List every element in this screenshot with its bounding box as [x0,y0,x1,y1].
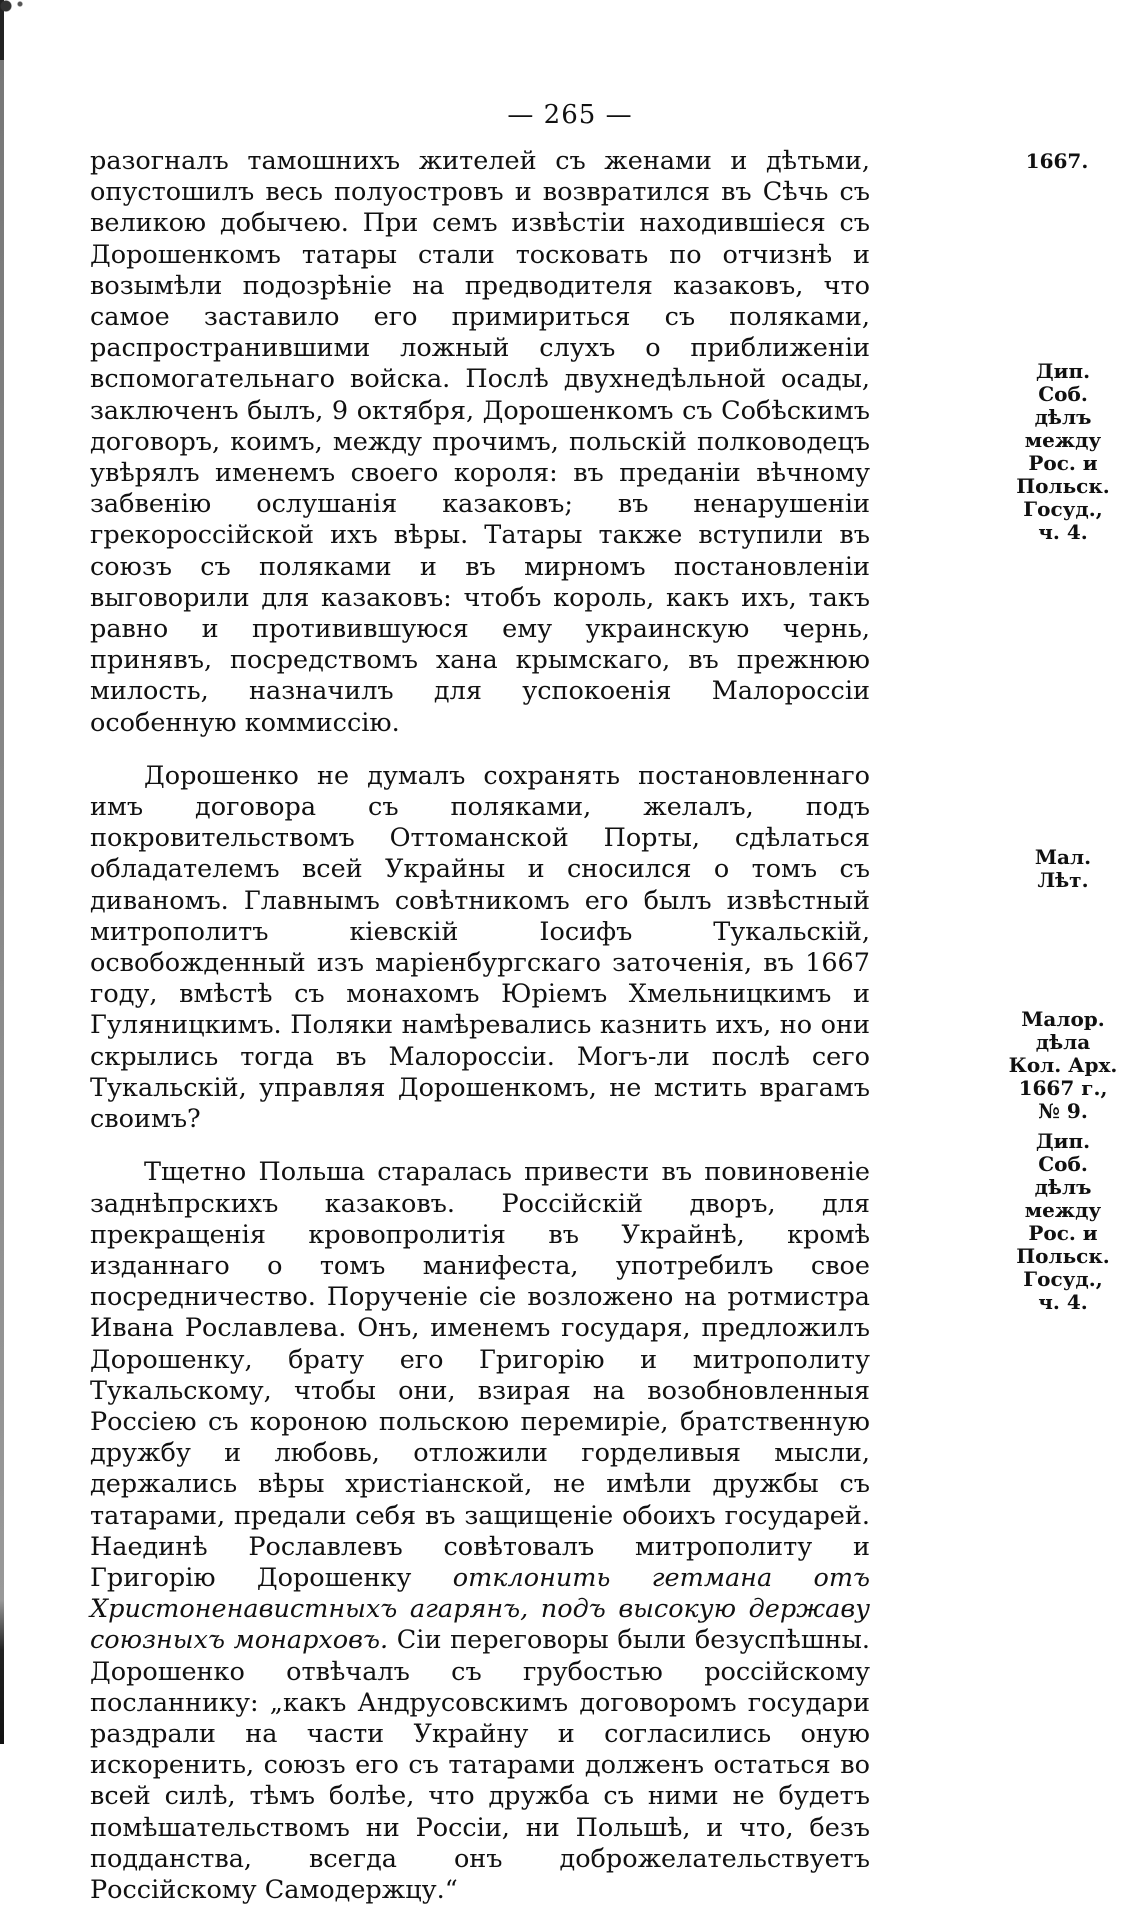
margin-line: Рос. и [1028,1221,1098,1245]
margin-line: Малор. [1021,1007,1105,1031]
margin-line: Дип. Соб. [1035,1129,1091,1176]
margin-line: 1667 г., [1018,1076,1108,1100]
paragraph-3-text-a: Тщетно Польша старалась привести въ повиновеніе заднѣпрскихъ казаковъ. Россійскій дворъ, для прекращенія кровопролитія въ Украйнѣ, кромѣ изданнаго о томъ манифеста, употребилъ свое посредничество. Порученіе сіе возложено на ротмистра Ивана Рославлева. Онъ, именемъ государя, предложилъ Дорошенку, брату его Григорію и митрополиту Тукальскому, чтобы они, взирая на возобновленныя Россіею съ короною польскою перемиріе, братственную дружбу и любовь, отложили горделивыя мысли, держались вѣры христіанской, не имѣли дружбы съ татарами, предали себя въ защищеніе обоихъ государей. Наединѣ Рославлевъ совѣтовалъ митрополиту и Григорію Дорошенку [90,1157,870,1593]
main-text [90,146,870,1906]
paragraph-2: Дорошенко не думалъ сохранять постановленнаго имъ договора съ поляками, желалъ, подъ покровительствомъ Оттоманской Порты, сдѣлаться обладателемъ всей Украйны и сносился о томъ съ диваномъ. Главнымъ совѣтникомъ его былъ извѣстный митрополитъ кіевскій Іосифъ Тукальскій, освобожденный изъ маріенбургскаго заточенія, въ 1667 году, вмѣстѣ съ монахомъ Юріемъ Хмельницкимъ и Гуляницкимъ. Поляки намѣревались казнить ихъ, но они скрылись тогда въ Малороссіи. Могъ-ли послѣ сего Тукальскій, управляя Дорошенкомъ, не мстить врагамъ своимъ? [90,760,870,1135]
paragraph-1: разогналъ тамошнихъ жителей съ женами и дѣтьми, опустошилъ весь полуостровъ и возвратился въ Сѣчь съ великою добычею. При семъ извѣстіи находившіеся съ Дорошенкомъ татары стали тосковать по отчизнѣ и возымѣли подозрѣніе на предводителя казаковъ, что самое заставило его примириться съ поляками, распространившими ложный слухъ о приближеніи вспомогательнаго войска. Послѣ двухнедѣльной осады, заключенъ былъ, 9 октября, Дорошенкомъ съ Собѣскимъ договоръ, коимъ, между прочимъ, польскій полководецъ увѣрялъ именемъ своего короля: въ преданіи вѣчному забвенію ослушанія казаковъ; въ ненарушеніи грекороссійской ихъ вѣры. Татары также вступили въ союзъ съ поляками и въ мирномъ постановленіи выговорили для казаковъ: чтобъ король, какъ ихъ, такъ равно и противившуюся ему украинскую чернь, принявъ, посредствомъ хана крымскаго, въ прежнюю милость, назначилъ для успокоенія Малороссіи особенную коммиссію. [90,146,870,738]
margin-line: между [1024,428,1102,452]
margin-note-mal-let: Мал. Лѣт. [1034,845,1092,892]
margin-note-year: 1667. [1025,149,1089,173]
paragraph-3-text-b: Сіи переговоры были безуспѣшны. Дорошенко отвѣчалъ съ грубостью россійскому посланнику: „какъ Андрусовскимъ договоромъ государи раздрали на части Украйну и согласились оную искоренить, союзъ его съ татарами долженъ остаться во всей силѣ, тѣмъ болѣе, что дружба съ ними не будетъ помѣшательствомъ ни Россіи, ни Польшѣ, и что, безъ подданства, всегда онъ доброжелательствуетъ Россійскому Самодержцу.“ [90,1625,870,1905]
margin-note-malor [1008,1008,1118,1123]
margin-line: Госуд., [1023,497,1103,521]
margin-line: Польск. [1016,1244,1110,1268]
page-number: — 265 — [507,100,633,130]
margin-note-dip-sob-2 [1008,1130,1118,1314]
margin-line: ч. 4. [1038,1290,1088,1314]
margin-line: Дип. Соб. [1035,359,1091,406]
paragraph-3-italic-quote: отклонить гетмана отъ Христоненавистныхъ агарянъ, подъ высокую державу союзныхъ монарховъ. [90,1562,870,1656]
margin-line: между [1024,1198,1102,1222]
margin-line: Кол. Арх. [1008,1053,1118,1077]
margin-line: № 9. [1038,1099,1088,1123]
paragraph-3 [90,1157,870,1906]
margin-note-dip-sob-1 [1008,360,1118,544]
page-binding-edge [0,0,4,1744]
margin-line: дѣла [1035,1030,1091,1054]
margin-line: Госуд., [1023,1267,1103,1291]
margin-line: Польск. [1016,474,1110,498]
margin-line: дѣлъ [1034,1175,1092,1199]
margin-line: дѣлъ [1034,405,1092,429]
margin-line: ч. 4. [1038,520,1088,544]
scan-corner-mark [0,0,34,26]
margin-line: Рос. и [1028,451,1098,475]
